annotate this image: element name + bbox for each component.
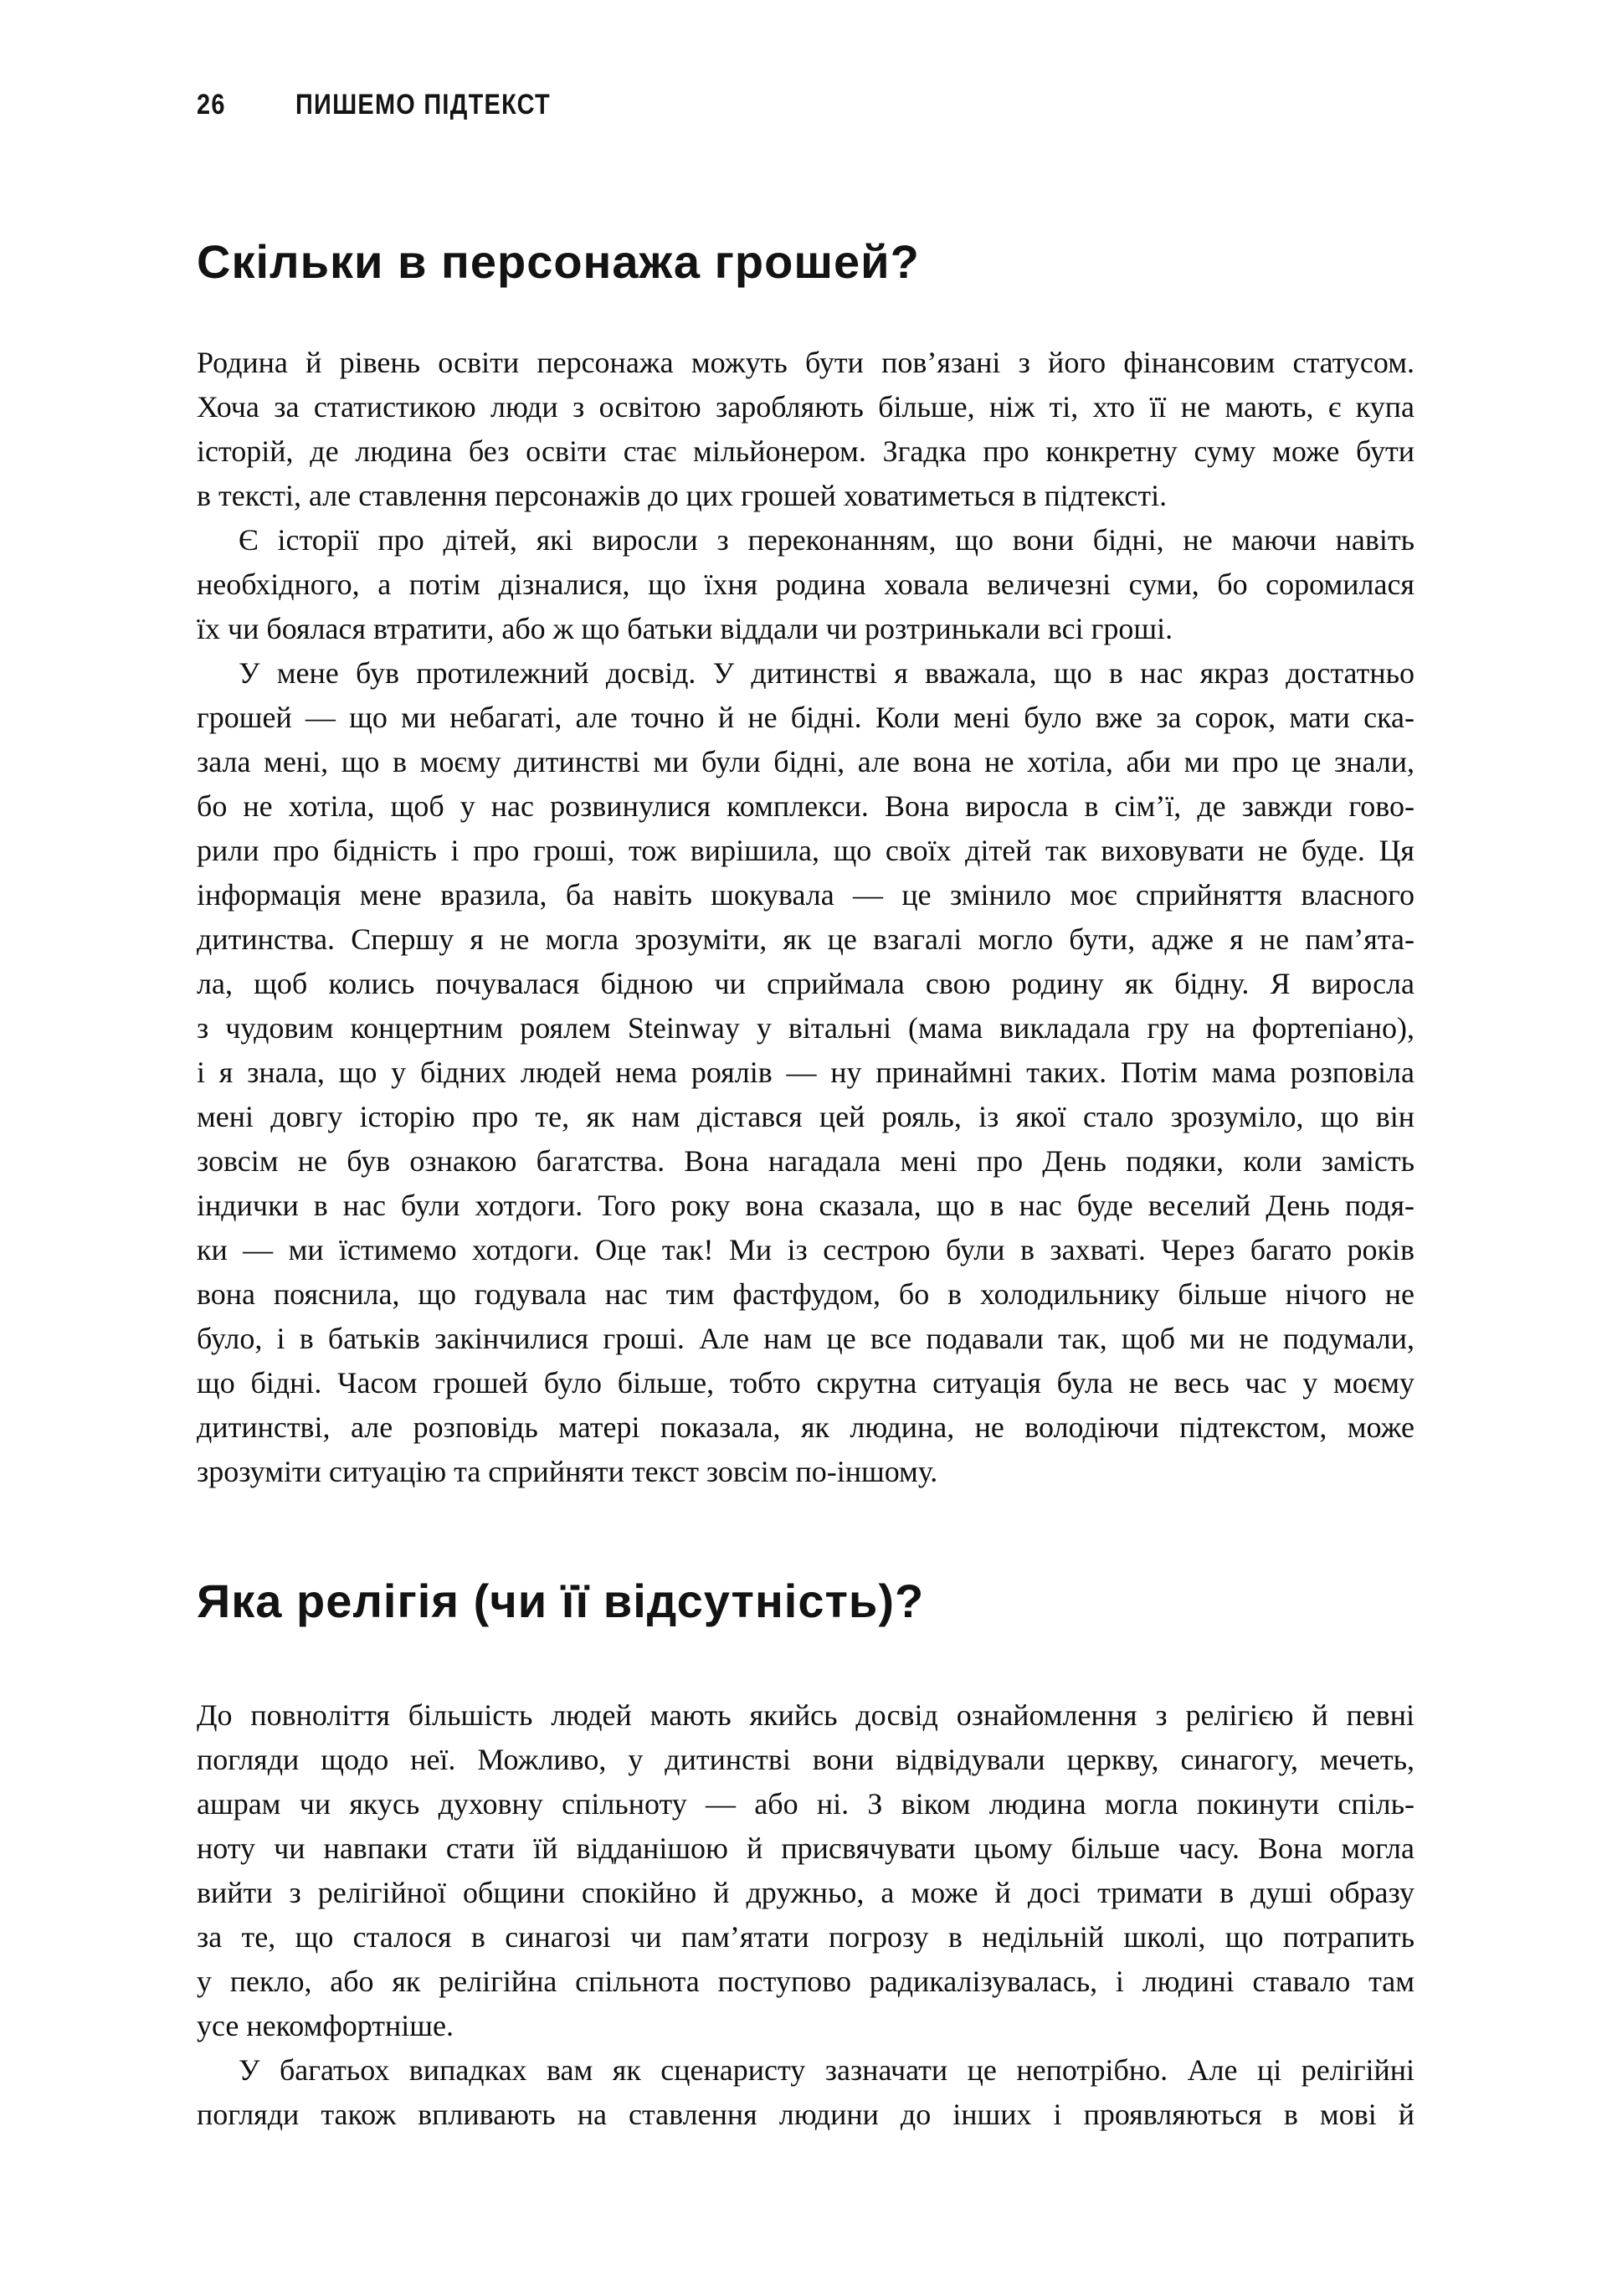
body-line: з чудовим концертним роялем Steinway у вітальні (мама викладала гру на фортепіано), <box>197 1011 1414 1045</box>
paragraph <box>197 651 1414 1494</box>
body-line: У багатьох випадках вам як сценаристу зазначати це непотрібно. Але ці релігійні <box>239 2053 1414 2087</box>
body-line: мені довгу історію про те, як нам дістався цей рояль, із якої стало зрозуміло, що він <box>197 1100 1414 1133</box>
body-line: ноту чи навпаки стати їй відданішою й присвячувати цьому більше часу. Вона могла <box>197 1831 1414 1865</box>
body-line: Родина й рівень освіти персонажа можуть бути пов’язані з його фінансовим статусом. <box>197 346 1414 379</box>
body-line: погляди щодо неї. Можливо, у дитинстві вони відвідували церкву, синагогу, мечеть, <box>197 1743 1414 1776</box>
body-line: вийти з релігійної общини спокійно й дружньо, а може й досі тримати в душі образу <box>197 1876 1414 1909</box>
body-line: за те, що сталося в синагозі чи пам’ятати погрозу в недільній школі, що потрапить <box>197 1920 1414 1954</box>
body-line: усе некомфортніше. <box>197 2009 454 2042</box>
body-line: зовсім не був ознакою багатства. Вона нагадала мені про День подяки, коли замість <box>197 1144 1414 1178</box>
body-line: дитинстві, але розповідь матері показала, як людина, не володіючи підтекстом, може <box>197 1410 1414 1444</box>
body-line: у пекло, або як релігійна спільнота поступово радикалізувалась, і людині ставало там <box>197 1965 1414 1998</box>
section-body <box>197 341 1414 1494</box>
body-line: Хоча за статистикою люди з освітою заробляють більше, ніж ті, хто її не мають, є купа <box>197 390 1414 424</box>
section <box>197 1572 1414 2137</box>
section-heading: Скільки в персонажа грошей? <box>197 235 920 288</box>
paragraph <box>197 1693 1414 2048</box>
section <box>197 233 1414 1494</box>
body-line: і я знала, що у бідних людей нема роялів — ну принаймні таких. Потім мама розповіла <box>197 1056 1414 1089</box>
body-line: бо не хотіла, щоб у нас розвинулися комплекси. Вона виросла в сім’ї, де завжди гово- <box>197 789 1414 823</box>
body-line: ки — ми їстимемо хотдоги. Оце так! Ми із сестрою були в захваті. Через багато років <box>197 1233 1414 1266</box>
body-line: що бідні. Часом грошей було більше, тобто скрутна ситуація була не весь час у моєму <box>197 1366 1414 1400</box>
body-line: в тексті, але ставлення персонажів до цих грошей ховатиметься в підтексті. <box>197 479 1168 512</box>
body-line: було, і в батьків закінчилися гроші. Але нам це все подавали так, щоб ми не подумали, <box>197 1322 1414 1355</box>
running-header <box>197 87 1414 122</box>
body-line: зрозуміти ситуацію та сприйняти текст зовсім по-іншому. <box>197 1455 938 1488</box>
body-line: історій, де людина без освіти стає мільйонером. Згадка про конкретну суму може бути <box>197 434 1414 468</box>
paragraph <box>197 2048 1414 2137</box>
text-column <box>197 0 1414 2137</box>
page-body <box>197 233 1414 2137</box>
body-line: інформація мене вразила, ба навіть шокувала — це змінило моє сприйняття власного <box>197 878 1414 912</box>
body-line: грошей — що ми небагаті, але точно й не бідні. Коли мені було вже за сорок, мати ска- <box>197 701 1414 734</box>
body-line: їх чи боялася втратити, або ж що батьки віддали чи розтринькали всі гроші. <box>197 612 1173 645</box>
body-line: погляди також впливають на ставлення людини до інших і проявляються в мові й <box>197 2098 1414 2131</box>
section-body <box>197 1693 1414 2137</box>
body-line: ла, щоб колись почувалася бідною чи сприймала свою родину як бідну. Я виросла <box>197 967 1414 1000</box>
body-line: вона пояснила, що годувала нас тим фастфудом, бо в холодильнику більше нічого не <box>197 1277 1414 1311</box>
paragraph <box>197 518 1414 651</box>
body-line: Є історії про дітей, які виросли з переконанням, що вони бідні, не маючи навіть <box>239 523 1414 557</box>
body-line: дитинства. Спершу я не могла зрозуміти, як це взагалі могло бути, адже я не пам’ята- <box>197 922 1414 956</box>
running-title: ПИШЕМО ПІДТЕКСТ <box>295 89 551 121</box>
section-heading: Яка релігія (чи її відсутність)? <box>197 1574 925 1627</box>
body-line: До повноліття більшість людей мають якийсь досвід ознайомлення з релігією й певні <box>197 1698 1414 1732</box>
paragraph <box>197 341 1414 518</box>
body-line: зала мені, що в моєму дитинстві ми були бідні, але вона не хотіла, аби ми про це знали, <box>197 745 1414 778</box>
body-line: рили про бідність і про гроші, тож вирішила, що своїх дітей так виховувати не буде. Ця <box>197 834 1414 867</box>
body-line: індички в нас були хотдоги. Того року вона сказала, що в нас буде веселий День подя- <box>197 1189 1414 1222</box>
body-line: ашрам чи якусь духовну спільноту — або ні. З віком людина могла покинути спіль- <box>197 1787 1414 1821</box>
page-number: 26 <box>197 89 226 121</box>
body-line: необхідного, а потім дізналися, що їхня родина ховала величезні суми, бо соромилася <box>197 568 1414 601</box>
body-line: У мене був протилежний досвід. У дитинстві я вважала, що в нас якраз достатньо <box>239 656 1414 690</box>
